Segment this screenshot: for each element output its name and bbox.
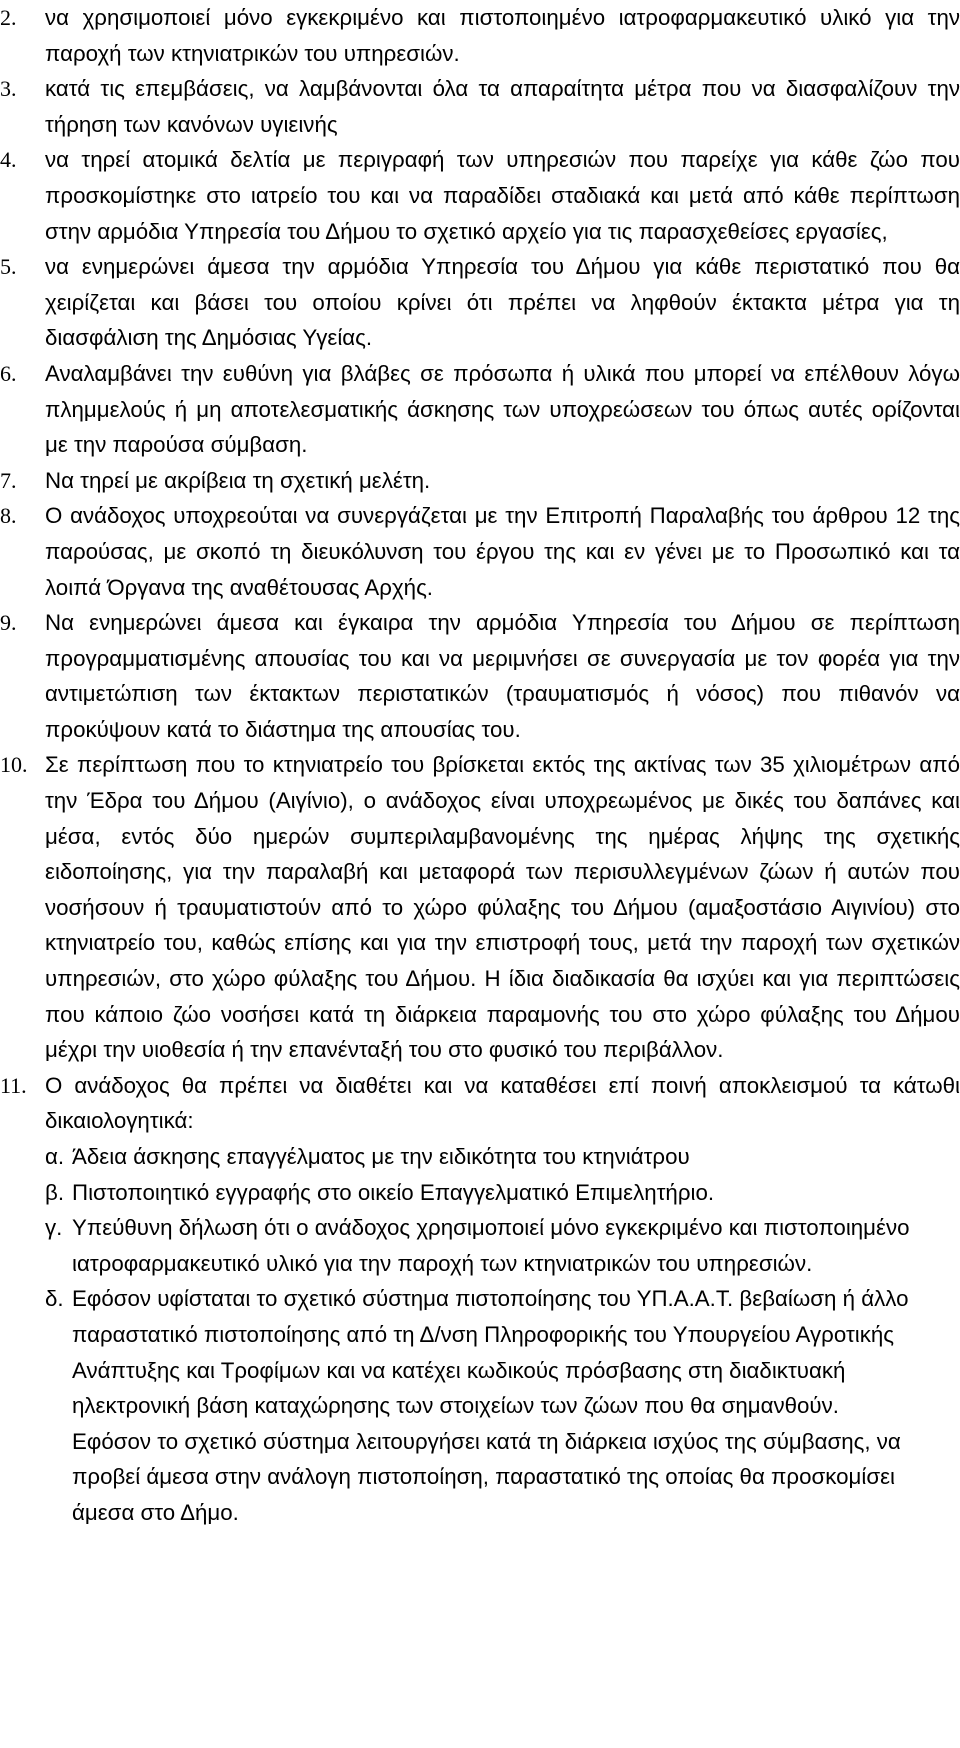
list-text: Να ενημερώνει άμεσα και έγκαιρα την αρμόδια Υπηρεσία του Δήμου σε περίπτωση προγραμματισμένης απουσίας του και να μεριμνήσει σε συνεργασία με τον φορέα για την αντιμετώπιση των έκτακτων περιστατικών (τραυματισμός ή νόσος) που πιθανόν να προκύψουν κατά το διάστημα της απουσίας του. — [45, 610, 960, 742]
list-item-3 — [0, 71, 960, 142]
closing-paragraph — [0, 1424, 960, 1531]
list-number: 11. — [0, 1072, 27, 1098]
sub-item-text: Άδεια άσκησης επαγγέλματος με την ειδικότητα του κτηνιάτρου — [72, 1144, 690, 1169]
list-text: Αναλαμβάνει την ευθύνη για βλάβες σε πρόσωπα ή υλικά που μπορεί να επέλθουν λόγω πλημμελούς ή μη αποτελεσματικής άσκησης των υποχρεώσεων του όπως αυτές ορίζονται με την παρούσα σύμβαση. — [45, 360, 960, 458]
list-item-4 — [0, 142, 960, 249]
list-item-10 — [0, 747, 960, 1067]
list-item-7 — [0, 463, 960, 499]
list-number: 6. — [0, 360, 17, 386]
sub-item-label: α. — [45, 1144, 65, 1169]
list-number: 8. — [0, 503, 17, 529]
sub-item-b — [0, 1175, 960, 1211]
list-text: να ενημερώνει άμεσα την αρμόδια Υπηρεσία του Δήμου για κάθε περιστατικό που θα χειρίζεται και βάσει του οποίου κρίνει ότι πρέπει να ληφθούν έκτακτα μέτρα για τη διασφάλιση της Δημόσιας Υγείας. — [45, 254, 960, 351]
list-item-9 — [0, 605, 960, 747]
sub-item-text: Πιστοποιητικό εγγραφής στο οικείο Επαγγελματικό Επιμελητήριο. — [72, 1179, 715, 1205]
list-number: 4. — [0, 147, 17, 173]
list-item-8 — [0, 498, 960, 605]
list-item-2 — [0, 0, 960, 71]
list-text: να χρησιμοποιεί μόνο εγκεκριμένο και πιστοποιημένο ιατροφαρμακευτικό υλικό για την παροχή των κτηνιατρικών του υπηρεσιών. — [45, 5, 960, 66]
closing-text: Εφόσον το σχετικό σύστημα λειτουργήσει κατά τη διάρκεια ισχύος της σύμβασης, να προβεί άμεσα στην ανάλογη πιστοποίηση, παραστατικό της οποίας θα προσκομίσει άμεσα στο Δήμο. — [72, 1428, 901, 1525]
sub-item-a — [0, 1139, 960, 1175]
list-number: 10. — [0, 752, 28, 778]
sub-item-text: Υπεύθυνη δήλωση ότι ο ανάδοχος χρησιμοποιεί μόνο εγκεκριμένο και πιστοποιημένο ιατροφαρμακευτικό υλικό για την παροχή των κτηνιατρικών του υπηρεσιών. — [72, 1215, 910, 1276]
sub-item-text: Εφόσον υφίσταται το σχετικό σύστημα πιστοποίησης του ΥΠ.Α.Α.Τ. βεβαίωση ή άλλο παραστατικό πιστοποίησης από τη Δ/νση Πληροφορικής του Υπουργείου Αγροτικής Ανάπτυξης και Τροφίμων και να κατέχει κωδικούς πρόσβασης στη διαδικτυακή ηλεκτρονική βάση καταχώρησης των στοιχείων των ζώων που θα σημανθούν. — [72, 1286, 909, 1419]
list-text: να τηρεί ατομικά δελτία με περιγραφή των υπηρεσιών που παρείχε για κάθε ζώο που προσκομίστηκε στο ιατρείο του και να παραδίδει σταδιακά και μετά από κάθε περίπτωση στην αρμόδια Υπηρεσία του Δήμου το σχετικό αρχείο για τις παρασχεθείσες εργασίες, — [45, 147, 960, 244]
list-item-5 — [0, 249, 960, 356]
sub-item-label: β. — [45, 1179, 65, 1205]
list-number: 2. — [0, 5, 17, 30]
sub-item-d — [0, 1281, 960, 1423]
list-number: 5. — [0, 254, 17, 280]
list-number: 7. — [0, 467, 17, 493]
list-item-11 — [0, 1068, 960, 1139]
sub-item-label: γ. — [45, 1215, 63, 1241]
list-number: 9. — [0, 610, 17, 636]
list-text: Ο ανάδοχος θα πρέπει να διαθέτει και να καταθέσει επί ποινή αποκλεισμού τα κάτωθι δικαιολογητικά: — [45, 1072, 960, 1134]
list-text: Ο ανάδοχος υποχρεούται να συνεργάζεται με την Επιτροπή Παραλαβής του άρθρου 12 της παρούσας, με σκοπό τη διευκόλυνση του έργου της και εν γένει με το Προσωπικό και τα λοιπά Όργανα της αναθέτουσας Αρχής. — [45, 503, 960, 600]
sub-item-label: δ. — [45, 1286, 64, 1312]
list-number: 3. — [0, 76, 17, 102]
sub-item-c — [0, 1210, 960, 1281]
list-item-6 — [0, 356, 960, 463]
list-text: Σε περίπτωση που το κτηνιατρείο του βρίσκεται εκτός της ακτίνας των 35 χιλιομέτρων από την Έδρα του Δήμου (Αιγίνιο), ο ανάδοχος είναι υποχρεωμένος με δικές του δαπάνες και μέσα, εντός δύο ημερών συμπεριλαμβανομένης της ημέρας λήψης της σχετικής ειδοποίησης, για την παραλαβή και μεταφορά των περισυλλεγμένων ζώων ή αυτών που νοσήσουν ή τραυματιστούν από το χώρο φύλαξης του Δήμου (αμαξοστάσιο Αιγινίου) στο κτηνιατρείο του, καθώς επίσης και για την επιστροφή τους, μετά την παροχή των σχετικών υπηρεσιών, στο χώρο φύλαξης του Δήμου. Η ίδια διαδικασία θα ισχύει και για περιπτώσεις που κάποιο ζώο νοσήσει κατά τη διάρκεια παραμονής του στο χώρο φύλαξης του Δήμου μέχρι την υιοθεσία ή την επανένταξή του στο φυσικό του περιβάλλον. — [45, 752, 960, 1063]
list-text: κατά τις επεμβάσεις, να λαμβάνονται όλα τα απαραίτητα μέτρα που να διασφαλίζουν την τήρηση των κανόνων υγιεινής — [45, 76, 960, 137]
list-text: Να τηρεί με ακρίβεια τη σχετική μελέτη. — [45, 467, 431, 493]
